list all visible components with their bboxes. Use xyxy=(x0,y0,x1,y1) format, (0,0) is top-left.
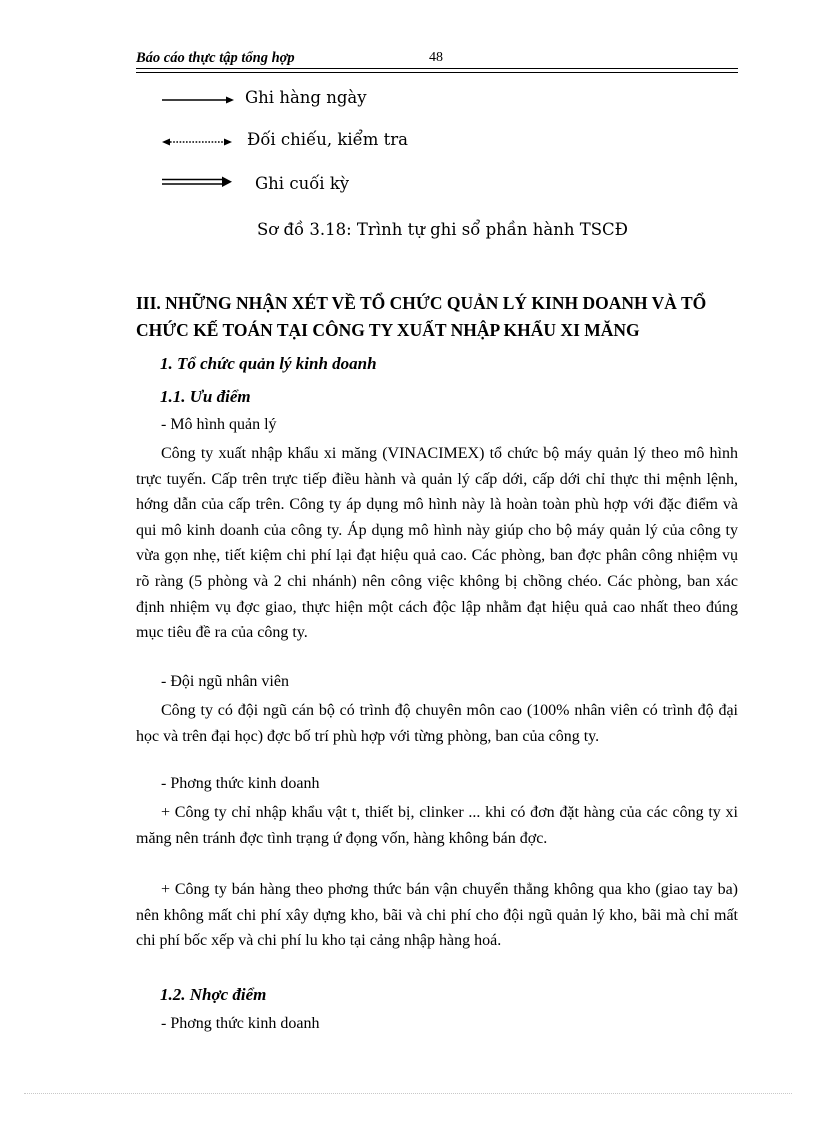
double-line-arrow-icon xyxy=(160,174,236,192)
subsection-heading-1: 1. Tổ chức quản lý kinh doanh xyxy=(160,354,377,373)
bullet-business-method-2: - Phơng thức kinh doanh xyxy=(161,1015,320,1032)
page-header xyxy=(136,48,738,68)
bullet-management-model: - Mô hình quản lý xyxy=(161,416,277,433)
paragraph-management-model: Công ty xuất nhập khẩu xi măng (VINACIMEX) tổ chức bộ máy quản lý theo mô hình trực tuyến. Cấp trên trực tiếp điều hành và quản lý cấp dới, cấp dới chỉ thực thi mệnh lệnh, hớng dẫn của cấp trên. Công ty áp dụng mô hình này là hoàn toàn phù hợp với đặc điểm và qui mô kinh doanh của công ty. Áp dụng mô hình này giúp cho bộ máy quản lý của công ty vừa gọn nhẹ, tiết kiệm chi phí lại đạt hiệu quả cao. Các phòng, ban đợc phân công nhiệm vụ rõ ràng (5 phòng và 2 chi nhánh) nên công việc không bị chồng chéo. Các phòng, ban xác định nhiệm vụ đợc giao, thực hiện một cách độc lập nhằm đạt hiệu quả cao nhất theo đúng mục tiêu đề ra của công ty. xyxy=(136,445,738,642)
paragraph-sales: + Công ty bán hàng theo phơng thức bán vận chuyển thẳng không qua kho (giao tay ba) nên không mất chi phí xây dựng kho, bãi và chi phí cho đội ngũ quản lý kho, bãi mà chỉ mất chi phí bốc xếp và chi phí lu kho tại cảng nhập hàng hoá. xyxy=(136,881,738,950)
page-bottom-divider xyxy=(24,1093,792,1094)
subsection-heading-1-1: 1.1. Ưu điểm xyxy=(160,387,251,406)
bullet-staff: - Đội ngũ nhân viên xyxy=(161,673,289,690)
paragraph-staff: Công ty có đội ngũ cán bộ có trình độ chuyên môn cao (100% nhân viên có trình độ đại học và trên đại học) đợc bố trí phù hợp với từng phòng, ban của công ty. xyxy=(136,702,738,745)
legend-item-check xyxy=(160,130,560,156)
legend-label-period: Ghi cuối kỳ xyxy=(255,174,350,193)
page-number: 48 xyxy=(429,50,443,65)
dotted-double-arrow-icon xyxy=(160,134,236,150)
bullet-business-method: - Phơng thức kinh doanh xyxy=(161,775,320,792)
legend-label-check: Đối chiếu, kiểm tra xyxy=(247,130,409,149)
legend-label-daily: Ghi hàng ngày xyxy=(245,88,367,107)
header-rule xyxy=(136,68,738,69)
diagram-caption: Sơ đồ 3.18: Trình tự ghi sổ phần hành TSCĐ xyxy=(257,220,629,239)
section-title: III. NHỮNG NHẬN XÉT VỀ TỔ CHỨC QUẢN LÝ KINH DOANH VÀ TỔ CHỨC KẾ TOÁN TẠI CÔNG TY XUẤT NHẬP KHẨU XI MĂNG xyxy=(136,293,707,340)
legend-item-period xyxy=(160,170,560,196)
single-arrow-icon xyxy=(160,92,236,108)
header-title: Báo cáo thực tập tổng hợp xyxy=(136,50,295,66)
header-rule-thin xyxy=(136,72,738,73)
subsection-heading-1-2: 1.2. Nhợc điểm xyxy=(160,985,267,1004)
paragraph-import: + Công ty chỉ nhập khẩu vật t, thiết bị, clinker ... khi có đơn đặt hàng của các công ty xi măng nên tránh đợc tình trạng ứ đọng vốn, hàng không bán đợc. xyxy=(136,804,738,847)
legend-item-daily xyxy=(160,88,560,114)
